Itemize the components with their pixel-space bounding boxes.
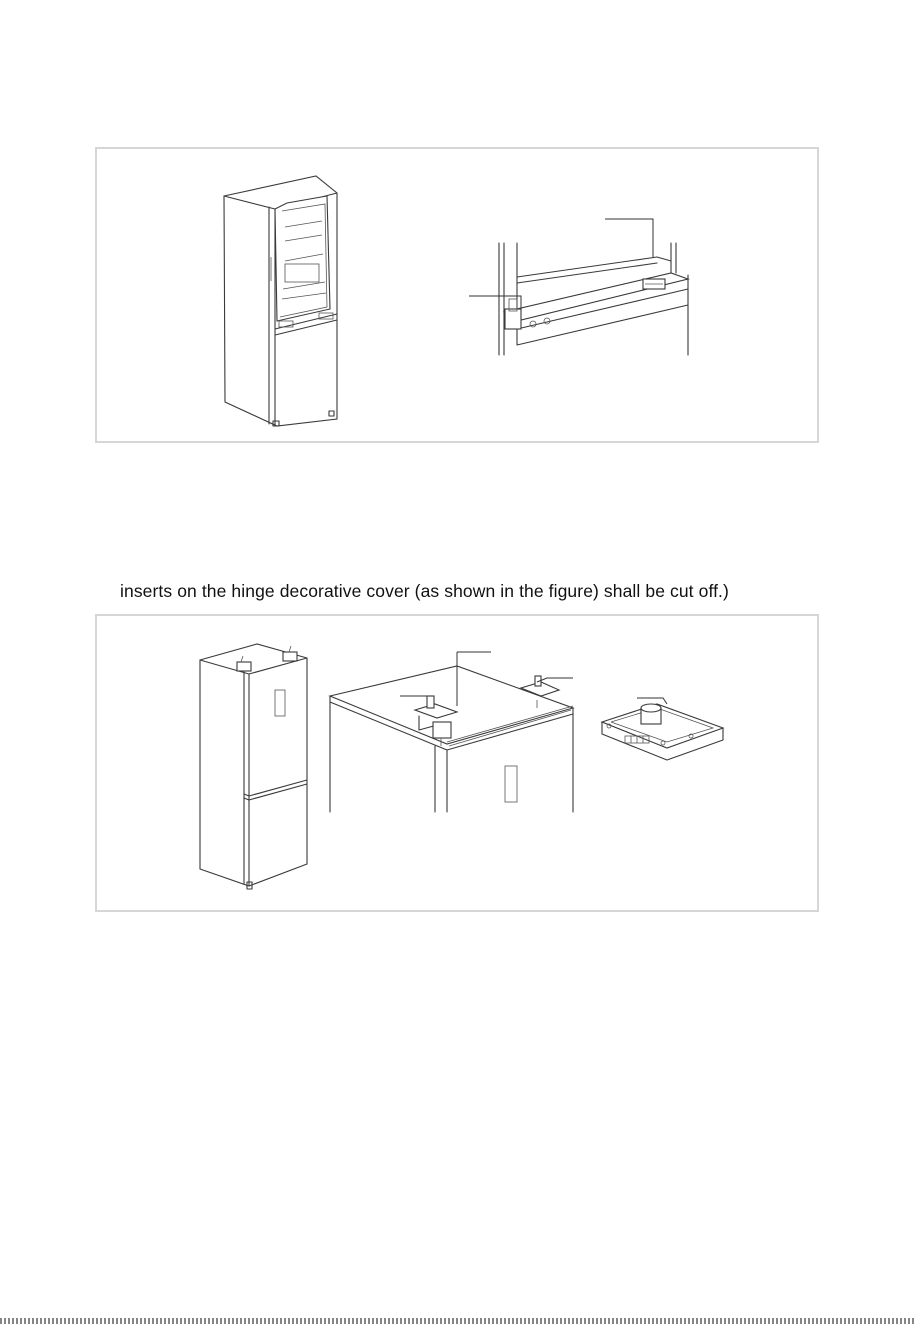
- figure-2-frame: [95, 614, 819, 912]
- fridge-top-hinge-icon: [330, 652, 573, 812]
- fridge-closed-icon: [200, 644, 307, 889]
- instruction-caption: inserts on the hinge decorative cover (as shown in the figure) shall be cut off.): [120, 581, 729, 601]
- page-bottom-edge: [0, 1318, 914, 1324]
- hinge-cover-icon: [602, 698, 723, 760]
- hinge-detail-icon: [469, 219, 688, 355]
- fridge-open-door-icon: [224, 176, 337, 426]
- figure-1-drawing: [97, 149, 821, 445]
- figure-2-drawing: [97, 616, 821, 914]
- figure-1-frame: [95, 147, 819, 443]
